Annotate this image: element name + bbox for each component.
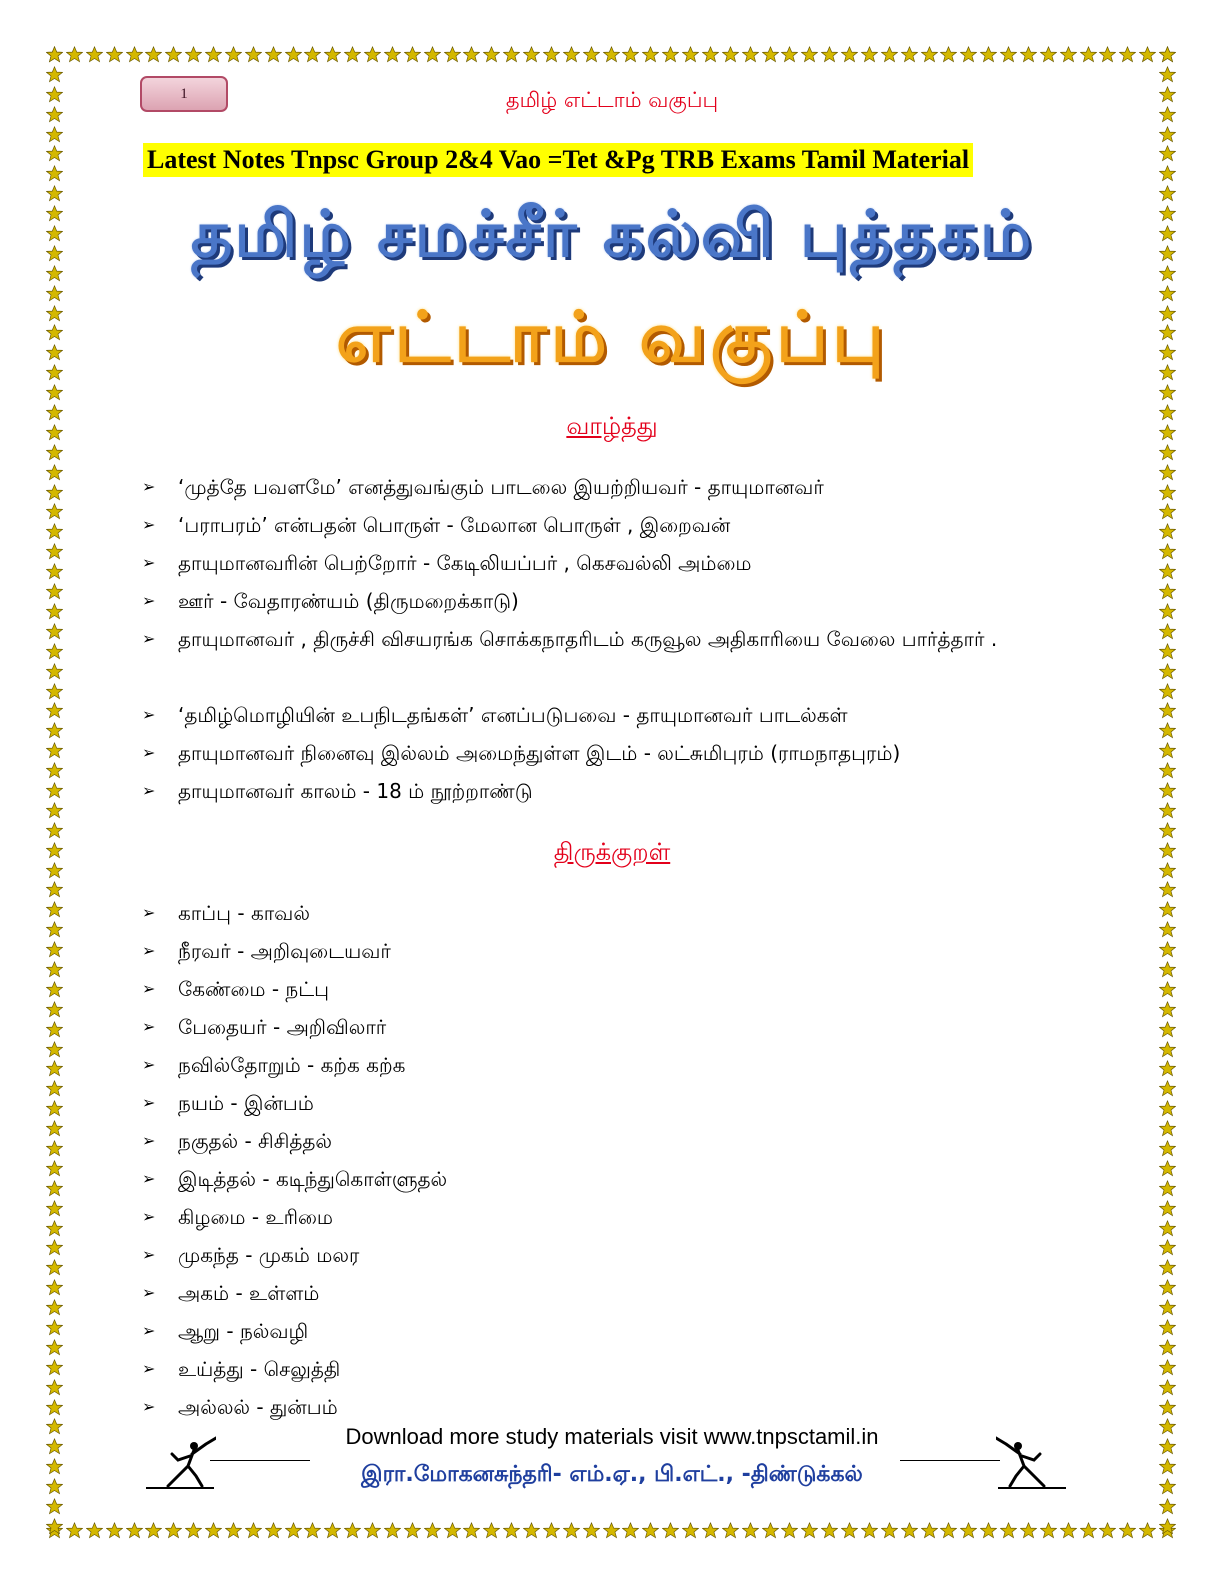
list-item-text: கிழமை - உரிமை	[178, 1205, 333, 1229]
star-icon	[881, 46, 898, 63]
star-icon	[46, 742, 63, 759]
star-icon	[622, 46, 639, 63]
list-item-text: கேண்மை - நட்பு	[178, 977, 330, 1001]
list-item-text: ‘முத்தே பவளமே’ எனத்துவங்கும் பாடலை இயற்றியவர் - தாயுமானவர்	[178, 475, 824, 499]
star-icon	[1159, 1220, 1176, 1237]
star-icon	[245, 46, 262, 63]
star-icon	[46, 1518, 63, 1535]
arrowhead-bullet-icon: ➢	[142, 1017, 156, 1036]
star-icon	[126, 1522, 143, 1539]
star-icon	[603, 1522, 620, 1539]
star-icon	[145, 46, 162, 63]
star-icon	[1159, 126, 1176, 143]
star-icon	[841, 46, 858, 63]
star-icon	[46, 1060, 63, 1077]
star-icon	[1159, 1518, 1176, 1535]
star-icon	[46, 1359, 63, 1376]
star-icon	[46, 941, 63, 958]
star-icon	[404, 1522, 421, 1539]
star-icon	[503, 46, 520, 63]
star-icon	[1159, 1021, 1176, 1038]
star-icon	[1159, 1399, 1176, 1416]
star-icon	[1139, 46, 1156, 63]
fencer-icon	[996, 1436, 1068, 1492]
star-icon	[1159, 941, 1176, 958]
star-icon	[1159, 782, 1176, 799]
star-icon	[404, 46, 421, 63]
list-item	[142, 932, 1092, 970]
page-number: 1	[180, 85, 188, 102]
star-icon	[46, 881, 63, 898]
star-icon	[66, 1522, 83, 1539]
star-icon	[1159, 1001, 1176, 1018]
star-icon	[1159, 822, 1176, 839]
star-icon	[921, 46, 938, 63]
list-item-text: தாயுமானவர் , திருச்சி விசயரங்க சொக்கநாதரிடம் கருவூல அதிகாரியை வேலை பார்த்தார் .	[178, 627, 998, 651]
star-icon	[86, 46, 103, 63]
star-icon	[722, 1522, 739, 1539]
list-item	[142, 1312, 1092, 1350]
star-icon	[483, 1522, 500, 1539]
list-item-text: தாயுமானவரின் பெற்றோர் - கேடிலியப்பர் , கெசவல்லி அம்மை	[178, 551, 752, 575]
star-icon	[861, 1522, 878, 1539]
star-icon	[1119, 46, 1136, 63]
star-icon	[185, 46, 202, 63]
star-icon	[1139, 1522, 1156, 1539]
arrowhead-bullet-icon: ➢	[142, 629, 156, 648]
star-border-bottom	[46, 1522, 1176, 1539]
star-icon	[1159, 46, 1176, 63]
star-icon	[523, 46, 540, 63]
arrowhead-bullet-icon: ➢	[142, 781, 156, 800]
arrowhead-bullet-icon: ➢	[142, 1055, 156, 1074]
list-item	[142, 468, 1092, 506]
star-icon	[46, 1498, 63, 1515]
star-icon	[106, 1522, 123, 1539]
star-icon	[781, 1522, 798, 1539]
star-icon	[1080, 46, 1097, 63]
star-icon	[46, 1339, 63, 1356]
arrowhead-bullet-icon: ➢	[142, 903, 156, 922]
star-icon	[1080, 1522, 1097, 1539]
star-icon	[46, 782, 63, 799]
star-icon	[960, 1522, 977, 1539]
star-icon	[1159, 1359, 1176, 1376]
star-icon	[881, 1522, 898, 1539]
star-icon	[662, 1522, 679, 1539]
list-item-text: தாயுமானவர் நினைவு இல்லம் அமைந்துள்ள இடம் - லட்சுமிபுரம் (ராமநாதபுரம்)	[178, 741, 901, 765]
arrowhead-bullet-icon: ➢	[142, 1397, 156, 1416]
star-icon	[46, 1259, 63, 1276]
star-icon	[1040, 1522, 1057, 1539]
star-icon	[145, 1522, 162, 1539]
star-icon	[1159, 1259, 1176, 1276]
star-icon	[46, 1001, 63, 1018]
arrowhead-bullet-icon: ➢	[142, 515, 156, 534]
list-item	[142, 1008, 1092, 1046]
star-icon	[1159, 165, 1176, 182]
star-icon	[1159, 1100, 1176, 1117]
list-item-text: காப்பு - காவல்	[178, 901, 310, 925]
star-icon	[940, 46, 957, 63]
star-icon	[1040, 46, 1057, 63]
star-icon	[285, 1522, 302, 1539]
star-icon	[1159, 145, 1176, 162]
star-icon	[742, 1522, 759, 1539]
star-icon	[1099, 46, 1116, 63]
star-icon	[1159, 523, 1176, 540]
star-icon	[46, 503, 63, 520]
star-icon	[1159, 1498, 1176, 1515]
star-icon	[185, 1522, 202, 1539]
star-icon	[801, 1522, 818, 1539]
star-icon	[1159, 66, 1176, 83]
star-icon	[46, 444, 63, 461]
star-icon	[980, 1522, 997, 1539]
arrowhead-bullet-icon: ➢	[142, 941, 156, 960]
star-icon	[543, 1522, 560, 1539]
star-icon	[46, 643, 63, 660]
star-icon	[165, 46, 182, 63]
star-icon	[324, 1522, 341, 1539]
star-icon	[1119, 1522, 1136, 1539]
star-icon	[46, 165, 63, 182]
star-icon	[364, 1522, 381, 1539]
star-icon	[46, 961, 63, 978]
star-icon	[1159, 881, 1176, 898]
arrowhead-bullet-icon: ➢	[142, 477, 156, 496]
star-icon	[1159, 503, 1176, 520]
star-icon	[1000, 46, 1017, 63]
star-icon	[901, 46, 918, 63]
arrowhead-bullet-icon: ➢	[142, 1245, 156, 1264]
sub-title: எட்டாம் வகுப்பு	[335, 296, 889, 378]
list-item	[142, 1046, 1092, 1084]
star-icon	[225, 46, 242, 63]
star-icon	[46, 722, 63, 739]
star-icon	[1000, 1522, 1017, 1539]
star-icon	[344, 46, 361, 63]
arrowhead-bullet-icon: ➢	[142, 1207, 156, 1226]
list-item	[142, 734, 1092, 772]
star-icon	[444, 46, 461, 63]
star-icon	[1159, 563, 1176, 580]
star-icon	[1159, 1140, 1176, 1157]
star-icon	[1159, 981, 1176, 998]
star-icon	[205, 46, 222, 63]
star-icon	[46, 822, 63, 839]
star-icon	[1159, 722, 1176, 739]
star-icon	[46, 543, 63, 560]
list-item-text: ஆறு - நல்வழி	[178, 1319, 309, 1343]
star-icon	[1159, 1319, 1176, 1336]
arrowhead-bullet-icon: ➢	[142, 1359, 156, 1378]
star-icon	[384, 46, 401, 63]
list-item-text: ‘பராபரம்’ என்பதன் பொருள் - மேலான பொருள் , இறைவன்	[178, 513, 731, 537]
star-icon	[1159, 702, 1176, 719]
star-icon	[1020, 1522, 1037, 1539]
star-icon	[1159, 1180, 1176, 1197]
star-icon	[46, 484, 63, 501]
star-icon	[1159, 1041, 1176, 1058]
star-icon	[1159, 742, 1176, 759]
star-icon	[583, 46, 600, 63]
star-icon	[46, 1120, 63, 1137]
list-item-text: அகம் - உள்ளம்	[178, 1281, 320, 1305]
star-icon	[46, 603, 63, 620]
star-icon	[642, 46, 659, 63]
star-icon	[265, 1522, 282, 1539]
list-item-text: இடித்தல் - கடிந்துகொள்ளுதல்	[178, 1167, 448, 1191]
arrowhead-bullet-icon: ➢	[142, 553, 156, 572]
star-icon	[1159, 1339, 1176, 1356]
star-icon	[46, 1140, 63, 1157]
star-icon	[304, 46, 321, 63]
star-icon	[583, 1522, 600, 1539]
list-item	[142, 970, 1092, 1008]
list-item	[142, 544, 1092, 582]
arrowhead-bullet-icon: ➢	[142, 1093, 156, 1112]
star-icon	[762, 1522, 779, 1539]
star-icon	[841, 1522, 858, 1539]
star-icon	[46, 1220, 63, 1237]
star-icon	[285, 46, 302, 63]
star-icon	[46, 683, 63, 700]
star-icon	[523, 1522, 540, 1539]
star-icon	[1159, 961, 1176, 978]
star-icon	[1159, 901, 1176, 918]
star-icon	[1159, 603, 1176, 620]
list-item	[142, 1198, 1092, 1236]
star-icon	[165, 1522, 182, 1539]
star-icon	[603, 46, 620, 63]
star-icon	[682, 46, 699, 63]
list-item-text: நயம் - இன்பம்	[178, 1091, 314, 1115]
star-icon	[682, 1522, 699, 1539]
star-icon	[563, 1522, 580, 1539]
star-icon	[364, 46, 381, 63]
arrowhead-bullet-icon: ➢	[142, 1131, 156, 1150]
star-icon	[921, 1522, 938, 1539]
star-icon	[46, 1299, 63, 1316]
star-icon	[46, 523, 63, 540]
list-item	[142, 1160, 1092, 1198]
list-item	[142, 1388, 1092, 1426]
star-icon	[1159, 543, 1176, 560]
star-icon	[1020, 46, 1037, 63]
star-icon	[762, 46, 779, 63]
star-icon	[1159, 643, 1176, 660]
list-item-text: நவில்தோறும் - கற்க கற்க	[178, 1053, 406, 1077]
star-icon	[46, 1200, 63, 1217]
star-icon	[702, 1522, 719, 1539]
star-icon	[901, 1522, 918, 1539]
section-title-vazhthu: வாழ்த்து	[566, 412, 658, 440]
star-icon	[1159, 1239, 1176, 1256]
fencer-icon	[144, 1436, 216, 1492]
star-icon	[46, 1080, 63, 1097]
star-icon	[46, 563, 63, 580]
star-icon	[1159, 921, 1176, 938]
list-item	[142, 1350, 1092, 1388]
star-icon	[662, 46, 679, 63]
star-icon	[1060, 1522, 1077, 1539]
star-icon	[46, 1319, 63, 1336]
star-icon	[1060, 46, 1077, 63]
star-icon	[46, 126, 63, 143]
star-icon	[46, 901, 63, 918]
star-icon	[46, 583, 63, 600]
star-icon	[46, 1279, 63, 1296]
star-icon	[86, 1522, 103, 1539]
star-icon	[1159, 663, 1176, 680]
star-icon	[424, 46, 441, 63]
star-icon	[225, 1522, 242, 1539]
arrowhead-bullet-icon: ➢	[142, 1321, 156, 1340]
list-item-text: ‘தமிழ்மொழியின் உபநிடதங்கள்’ எனப்படுபவை - தாயுமானவர் பாடல்கள்	[178, 703, 848, 727]
star-icon	[781, 46, 798, 63]
author-line: இரா.மோகனசுந்தரி- எம்.ஏ., பி.எட்., -திண்டுக்கல்	[361, 1462, 863, 1487]
star-icon	[46, 1100, 63, 1117]
star-icon	[463, 1522, 480, 1539]
star-icon	[1159, 1379, 1176, 1396]
footer-rule-right	[900, 1460, 1000, 1461]
star-icon	[1159, 1160, 1176, 1177]
star-border-top	[46, 46, 1176, 63]
star-icon	[463, 46, 480, 63]
arrowhead-bullet-icon: ➢	[142, 1283, 156, 1302]
list-item	[142, 582, 1092, 620]
star-icon	[46, 663, 63, 680]
list-item-text: முகந்த - முகம் மலர	[178, 1243, 360, 1267]
star-icon	[324, 46, 341, 63]
star-icon	[1159, 623, 1176, 640]
footer-rule-left	[210, 1460, 310, 1461]
arrowhead-bullet-icon: ➢	[142, 705, 156, 724]
star-icon	[1159, 1060, 1176, 1077]
list-item	[142, 1274, 1092, 1312]
star-icon	[702, 46, 719, 63]
list-item	[142, 696, 1092, 734]
star-icon	[245, 1522, 262, 1539]
star-icon	[980, 46, 997, 63]
star-icon	[46, 464, 63, 481]
main-title: தமிழ் சமச்சீர் கல்வி புத்தகம்	[190, 198, 1034, 272]
star-icon	[46, 802, 63, 819]
star-icon	[563, 46, 580, 63]
star-icon	[1159, 683, 1176, 700]
star-icon	[1159, 802, 1176, 819]
star-icon	[46, 702, 63, 719]
star-icon	[1099, 1522, 1116, 1539]
star-icon	[384, 1522, 401, 1539]
star-icon	[66, 46, 83, 63]
star-icon	[205, 1522, 222, 1539]
list-item-text: ஊர் - வேதாரண்யம் (திருமறைக்காடு)	[178, 589, 519, 613]
list-item	[142, 620, 1092, 658]
star-icon	[1159, 1299, 1176, 1316]
star-icon	[1159, 583, 1176, 600]
star-icon	[940, 1522, 957, 1539]
list-item-text: அல்லல் - துன்பம்	[178, 1395, 338, 1419]
star-icon	[265, 46, 282, 63]
arrowhead-bullet-icon: ➢	[142, 979, 156, 998]
star-icon	[424, 1522, 441, 1539]
star-icon	[801, 46, 818, 63]
list-item	[142, 1236, 1092, 1274]
banner: Latest Notes Tnpsc Group 2&4 Vao =Tet &Pg TRB Exams Tamil Material	[143, 143, 973, 177]
star-icon	[1159, 1200, 1176, 1217]
star-icon	[1159, 1120, 1176, 1137]
star-icon	[821, 46, 838, 63]
star-icon	[1159, 444, 1176, 461]
star-icon	[46, 1399, 63, 1416]
star-icon	[304, 1522, 321, 1539]
star-icon	[642, 1522, 659, 1539]
star-icon	[821, 1522, 838, 1539]
star-icon	[46, 623, 63, 640]
star-icon	[106, 46, 123, 63]
star-icon	[46, 1180, 63, 1197]
list-item-text: உய்த்து - செலுத்தி	[178, 1357, 341, 1381]
star-icon	[742, 46, 759, 63]
star-icon	[344, 1522, 361, 1539]
header-title: தமிழ் எட்டாம் வகுப்பு	[505, 88, 719, 112]
star-icon	[46, 981, 63, 998]
star-icon	[1159, 484, 1176, 501]
star-icon	[46, 1160, 63, 1177]
star-icon	[46, 1239, 63, 1256]
list-item	[142, 894, 1092, 932]
star-icon	[1159, 1080, 1176, 1097]
list-item	[142, 1084, 1092, 1122]
star-icon	[46, 1041, 63, 1058]
list-item-text: பேதையர் - அறிவிலார்	[178, 1015, 387, 1039]
star-icon	[46, 66, 63, 83]
list-item-text: நகுதல் - சிசித்தல்	[178, 1129, 333, 1153]
star-icon	[46, 1021, 63, 1038]
star-icon	[46, 145, 63, 162]
star-icon	[543, 46, 560, 63]
star-icon	[960, 46, 977, 63]
star-icon	[46, 46, 63, 63]
star-icon	[126, 46, 143, 63]
star-icon	[861, 46, 878, 63]
arrowhead-bullet-icon: ➢	[142, 1169, 156, 1188]
arrowhead-bullet-icon: ➢	[142, 743, 156, 762]
star-icon	[503, 1522, 520, 1539]
star-icon	[483, 46, 500, 63]
star-icon	[46, 1379, 63, 1396]
star-icon	[622, 1522, 639, 1539]
star-icon	[722, 46, 739, 63]
list-item-text: தாயுமானவர் காலம் - 18 ம் நூற்றாண்டு	[178, 779, 533, 803]
star-icon	[46, 762, 63, 779]
list-item	[142, 772, 1092, 810]
arrowhead-bullet-icon: ➢	[142, 591, 156, 610]
star-icon	[444, 1522, 461, 1539]
download-link-text: Download more study materials visit www.tnpsctamil.in	[345, 1424, 879, 1449]
list-item	[142, 506, 1092, 544]
star-icon	[1159, 762, 1176, 779]
star-icon	[46, 921, 63, 938]
list-item-text: நீரவர் - அறிவுடையவர்	[178, 939, 391, 963]
star-icon	[1159, 1279, 1176, 1296]
star-icon	[1159, 464, 1176, 481]
list-item	[142, 1122, 1092, 1160]
section-title-thirukkural: திருக்குறள்	[553, 838, 671, 866]
